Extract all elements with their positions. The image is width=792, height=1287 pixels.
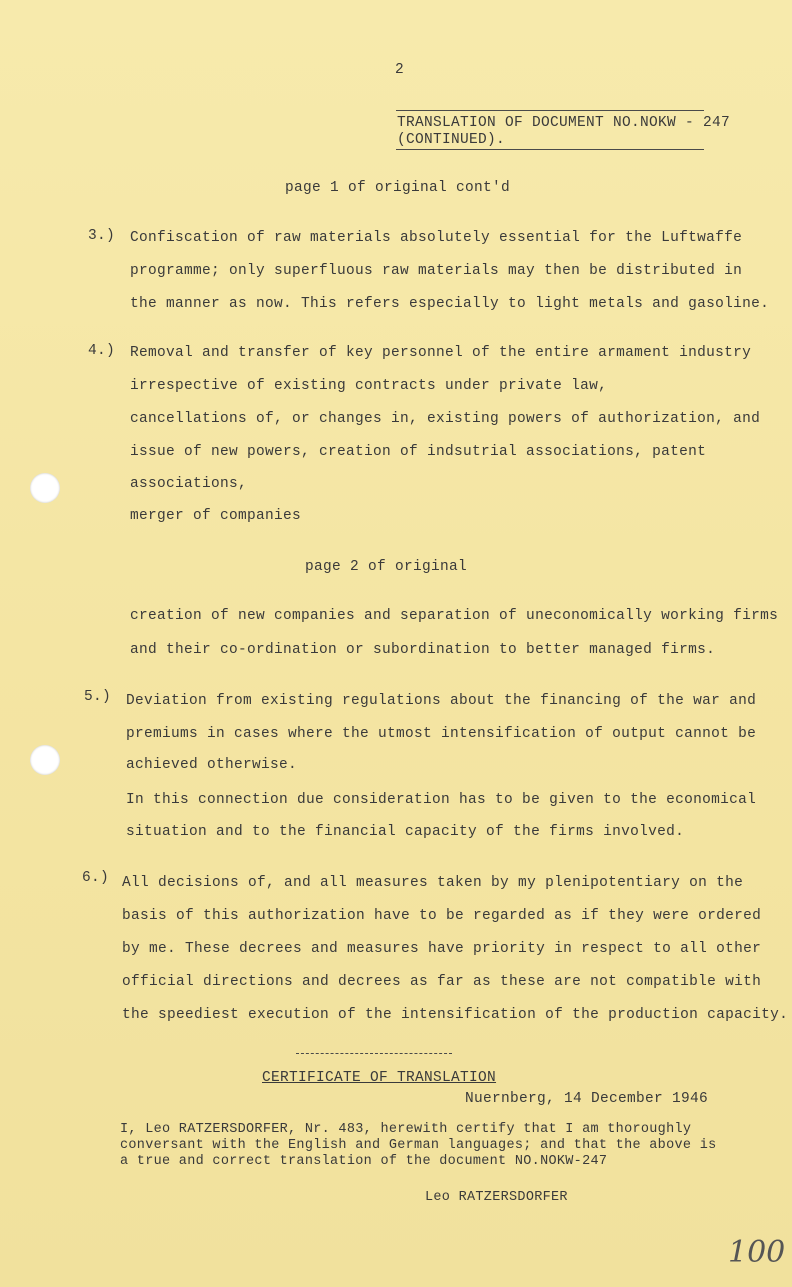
page-number: 2 (395, 62, 405, 78)
item-3-number: 3.) (88, 228, 116, 244)
item-5-line: Deviation from existing regulations about the financing of the war and (126, 693, 757, 709)
item-3-line: the manner as now. This refers especially to light metals and gasoline. (130, 296, 770, 312)
punch-hole-top (30, 473, 60, 503)
separator-rule (296, 1053, 452, 1054)
item-4-continued-line: creation of new companies and separation of uneconomically working firms (130, 608, 779, 624)
item-5-line: achieved otherwise. (126, 757, 298, 773)
item-4-line: merger of companies (130, 508, 302, 524)
certificate-title: CERTIFICATE OF TRANSLATION (262, 1070, 497, 1086)
certificate-line: a true and correct translation of the document NO.NOKW-247 (120, 1154, 608, 1169)
item-4-number: 4.) (88, 343, 116, 359)
item-3-line: Confiscation of raw materials absolutely essential for the Luftwaffe (130, 230, 743, 246)
item-5-line: situation and to the financial capacity of the firms involved. (126, 824, 685, 840)
item-6-line: by me. These decrees and measures have priority in respect to all other (122, 941, 762, 957)
translator-signature: Leo RATZERSDORFER (425, 1190, 568, 1205)
header-bottom-rule (396, 149, 704, 150)
item-4-line: associations, (130, 476, 248, 492)
header-top-rule (396, 110, 704, 111)
item-6-line: basis of this authorization have to be regarded as if they were ordered (122, 908, 762, 924)
section-heading-page-2: page 2 of original (305, 559, 468, 575)
item-5-number: 5.) (84, 689, 112, 705)
item-4-line: issue of new powers, creation of indsutrial associations, patent (130, 444, 707, 460)
item-5-line: In this connection due consideration has to be given to the economical (126, 792, 757, 808)
header-title: TRANSLATION OF DOCUMENT NO.NOKW - 247 (397, 115, 731, 131)
item-6-line: the speediest execution of the intensification of the production capacity. (122, 1007, 789, 1023)
item-4-line: irrespective of existing contracts under private law, (130, 378, 608, 394)
certificate-place-date: Nuernberg, 14 December 1946 (465, 1091, 709, 1107)
item-6-number: 6.) (82, 870, 110, 886)
section-heading-page-1: page 1 of original cont'd (285, 180, 511, 196)
item-5-line: premiums in cases where the utmost intensification of output cannot be (126, 726, 757, 742)
item-4-line: Removal and transfer of key personnel of the entire armament industry (130, 345, 752, 361)
handwritten-page-number: 100 (728, 1235, 786, 1270)
item-6-line: official directions and decrees as far as these are not compatible with (122, 974, 762, 990)
punch-hole-bottom (30, 745, 60, 775)
certificate-line: I, Leo RATZERSDORFER, Nr. 483, herewith certify that I am thoroughly (120, 1122, 692, 1137)
item-3-line: programme; only superfluous raw materials may then be distributed in (130, 263, 743, 279)
item-6-line: All decisions of, and all measures taken by my plenipotentiary on the (122, 875, 744, 891)
item-4-continued-line: and their co-ordination or subordination to better managed firms. (130, 642, 716, 658)
certificate-line: conversant with the English and German languages; and that the above is (120, 1138, 717, 1153)
item-4-line: cancellations of, or changes in, existing powers of authorization, and (130, 411, 761, 427)
header-continued: (CONTINUED). (397, 132, 506, 148)
